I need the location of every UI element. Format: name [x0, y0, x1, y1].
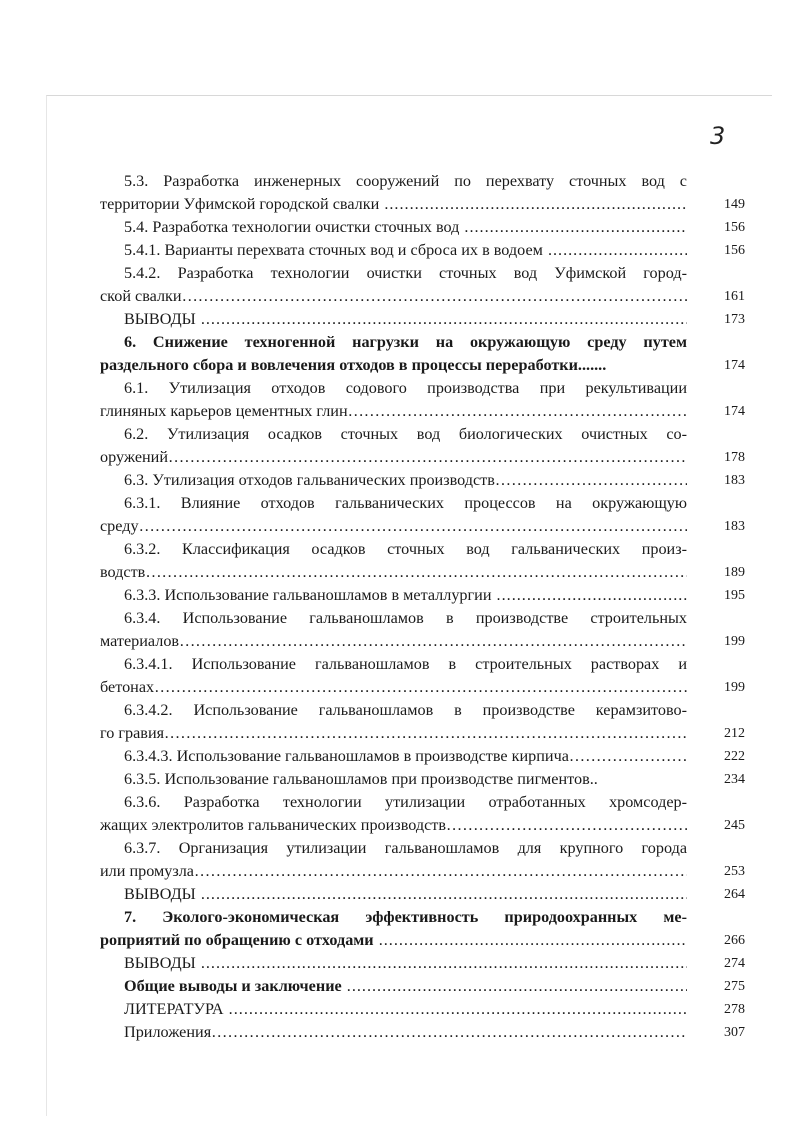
toc-entry-line: го гравия: [100, 724, 165, 742]
toc-entry[interactable]: [100, 469, 745, 492]
toc-entry[interactable]: [100, 791, 745, 837]
toc-page-number: 174: [724, 404, 745, 419]
toc-entry-text: [100, 170, 687, 193]
toc-entry[interactable]: [100, 1021, 745, 1044]
toc-page-number: 275: [724, 979, 745, 994]
toc-entry-line: ВЫВОДЫ: [124, 954, 196, 972]
toc-page-number: 264: [724, 887, 745, 902]
toc-entry-text: [100, 538, 687, 561]
toc-entry[interactable]: [100, 262, 745, 308]
toc-entry[interactable]: [100, 538, 745, 584]
leader-dots: [145, 563, 687, 581]
toc-entry-line: среду: [100, 517, 139, 535]
toc-entry[interactable]: [100, 699, 745, 745]
toc-entry-line: раздельного сбора и вовлечения отходов в процессы переработки.......: [100, 356, 607, 374]
toc-entry[interactable]: [100, 745, 745, 768]
leader-dots: [154, 678, 687, 696]
toc-page-number: 195: [724, 588, 745, 603]
toc-entry[interactable]: [100, 837, 745, 883]
toc-page-number: 274: [724, 956, 745, 971]
leader-dots: [569, 747, 687, 765]
toc-entry-text: [100, 722, 687, 745]
toc-entry-text: [100, 837, 687, 860]
toc-entry-line: 6.3.6. Разработка технологии утилизации отработанных хромсодер-: [124, 793, 687, 811]
toc-entry-line: 6.3.7. Организация утилизации гальваношламов для крупного города: [124, 839, 687, 857]
toc-entry-text: [100, 745, 687, 768]
toc-entry-text: [100, 676, 687, 699]
toc-entry-line: 6.3.5. Использование гальваношламов при производстве пигментов..: [124, 770, 598, 788]
toc-entry-text: [100, 515, 687, 538]
toc-entry-text: [100, 699, 687, 722]
toc-entry[interactable]: [100, 883, 745, 906]
leader-dots: [342, 977, 687, 995]
toc-page-number: 183: [724, 473, 745, 488]
toc-entry-line: 6.3.4.3. Использование гальваношламов в производстве кирпича: [124, 747, 569, 765]
toc-entry[interactable]: [100, 906, 745, 952]
toc-entry-text: [100, 791, 687, 814]
toc-entry-text: [100, 492, 687, 515]
toc-entry-text: [100, 423, 687, 446]
toc-entry-text: [100, 768, 687, 791]
toc-entry-line: или промузла: [100, 862, 194, 880]
toc-entry-line: жащих электролитов гальванических производств: [100, 816, 446, 834]
toc-entry[interactable]: [100, 216, 745, 239]
page-number: 3: [710, 122, 726, 150]
toc-page-number: 245: [724, 818, 745, 833]
toc-entry-line: материалов: [100, 632, 180, 650]
toc-entry-text: [100, 814, 687, 837]
leader-dots: [495, 471, 687, 489]
leader-dots: [196, 954, 687, 972]
leader-dots: [196, 885, 687, 903]
leader-dots: [196, 310, 687, 328]
toc-entry-line: 6.1. Утилизация отходов содового производства при рекультивации: [124, 379, 687, 397]
toc-page-number: 189: [724, 565, 745, 580]
leader-dots: [182, 287, 687, 305]
toc-entry-text: [100, 998, 687, 1021]
toc-entry-line: 6.3.4.1. Использование гальваношламов в строительных растворах и: [124, 655, 687, 673]
toc-entry-text: [100, 193, 687, 216]
toc-entry-text: [100, 354, 687, 377]
toc-entry[interactable]: [100, 377, 745, 423]
toc-entry-text: [100, 285, 687, 308]
leader-dots: [179, 632, 687, 650]
toc-entry-text: [100, 906, 687, 929]
leader-dots: [459, 218, 687, 236]
toc-entry-line: оружений: [100, 448, 168, 466]
toc-page-number: 307: [724, 1025, 745, 1040]
toc-page-number: 173: [724, 312, 745, 327]
toc-entry-text: [100, 653, 687, 676]
leader-dots: [224, 1000, 687, 1018]
toc-entry-text: [100, 1021, 687, 1044]
toc-entry-line: 6.3.1. Влияние отходов гальванических процессов на окружающую: [124, 494, 687, 512]
toc-entry-line: роприятий по обращению с отходами: [100, 931, 374, 949]
leader-dots: [139, 517, 687, 535]
toc-entry-line: 5.3. Разработка инженерных сооружений по перехвату сточных вод с: [124, 172, 687, 190]
toc-page-number: 174: [724, 358, 745, 373]
toc-page-number: 199: [724, 680, 745, 695]
toc-entry[interactable]: [100, 998, 745, 1021]
toc-entry[interactable]: [100, 768, 745, 791]
toc-entry-line: 6.2. Утилизация осадков сточных вод биологических очистных со-: [124, 425, 687, 443]
toc-entry-line: 6.3.2. Классификация осадков сточных вод гальванических произ-: [124, 540, 687, 558]
leader-dots: [211, 1023, 687, 1041]
toc-entry-line: 6.3.4.2. Использование гальваношламов в производстве керамзитово-: [124, 701, 687, 719]
toc-page-number: 156: [724, 243, 745, 258]
toc-entry-text: [100, 561, 687, 584]
toc-entry-line: ВЫВОДЫ: [124, 310, 196, 328]
toc-page-number: 183: [724, 519, 745, 534]
toc-entry[interactable]: [100, 952, 745, 975]
toc-entry-text: [100, 400, 687, 423]
leader-dots: [543, 241, 687, 259]
leader-dots: [379, 195, 687, 213]
toc-entry[interactable]: [100, 584, 745, 607]
toc-entry-line: водств: [100, 563, 146, 581]
toc-entry-text: [100, 929, 687, 952]
toc-page-number: 178: [724, 450, 745, 465]
toc-entry[interactable]: [100, 653, 745, 699]
toc-entry[interactable]: [100, 423, 745, 469]
toc-entry-text: [100, 308, 687, 331]
toc-entry-line: территории Уфимской городской свалки: [100, 195, 380, 213]
toc-entry-text: [100, 446, 687, 469]
toc-entry[interactable]: [100, 170, 745, 216]
toc-entry-line: 5.4.1. Варианты перехвата сточных вод и сброса их в водоем: [124, 241, 543, 259]
leader-dots: [492, 586, 688, 604]
table-of-contents: [100, 170, 745, 1044]
toc-page-number: 266: [724, 933, 745, 948]
toc-entry[interactable]: [100, 331, 745, 377]
toc-entry-line: 7. Эколого-экономическая эффективность природоохранных ме-: [124, 908, 687, 926]
toc-entry-line: Общие выводы и заключение: [124, 977, 342, 995]
toc-entry-line: глиняных карьеров цементных глин: [100, 402, 348, 420]
leader-dots: [164, 724, 687, 742]
toc-entry[interactable]: [100, 308, 745, 331]
toc-entry-text: [100, 216, 687, 239]
toc-entry-text: [100, 607, 687, 630]
toc-entry[interactable]: [100, 492, 745, 538]
toc-entry-line: бетонах: [100, 678, 155, 696]
toc-entry-text: [100, 377, 687, 400]
toc-page-number: 253: [724, 864, 745, 879]
toc-entry-line: ВЫВОДЫ: [124, 885, 196, 903]
leader-dots: [168, 448, 687, 466]
toc-entry-text: [100, 860, 687, 883]
toc-entry-line: ЛИТЕРАТУРА: [124, 1000, 224, 1018]
toc-entry-line: 6.3.3. Использование гальваношламов в металлургии: [124, 586, 492, 604]
toc-entry[interactable]: [100, 239, 745, 262]
toc-entry-text: [100, 331, 687, 354]
toc-page-number: 199: [724, 634, 745, 649]
toc-page-number: 156: [724, 220, 745, 235]
toc-entry-text: [100, 975, 687, 998]
toc-page-number: 161: [724, 289, 745, 304]
toc-entry-line: ской свалки: [100, 287, 182, 305]
toc-entry-text: [100, 262, 687, 285]
toc-entry-text: [100, 239, 687, 262]
toc-page-number: 234: [724, 772, 745, 787]
toc-page-number: 222: [724, 749, 745, 764]
toc-entry-text: [100, 584, 687, 607]
leader-dots: [348, 402, 687, 420]
toc-entry-text: [100, 469, 687, 492]
toc-page-number: 278: [724, 1002, 745, 1017]
toc-page-number: 149: [724, 197, 745, 212]
toc-entry-line: 5.4. Разработка технологии очистки сточных вод: [124, 218, 460, 236]
toc-entry-line: 6.3.4. Использование гальваношламов в производстве строительных: [124, 609, 687, 627]
toc-page-number: 212: [724, 726, 745, 741]
toc-entry-text: [100, 883, 687, 906]
leader-dots: [194, 862, 687, 880]
leader-dots: [446, 816, 687, 834]
toc-entry-line: 6. Снижение техногенной нагрузки на окружающую среду путем: [124, 333, 687, 351]
toc-entry[interactable]: [100, 975, 745, 998]
toc-entry[interactable]: [100, 607, 745, 653]
toc-entry-line: 6.3. Утилизация отходов гальванических производств: [124, 471, 495, 489]
leader-dots: [374, 931, 687, 949]
toc-entry-line: Приложения: [124, 1023, 212, 1041]
toc-entry-line: 5.4.2. Разработка технологии очистки сточных вод Уфимской город-: [124, 264, 687, 282]
toc-entry-text: [100, 630, 687, 653]
toc-entry-text: [100, 952, 687, 975]
